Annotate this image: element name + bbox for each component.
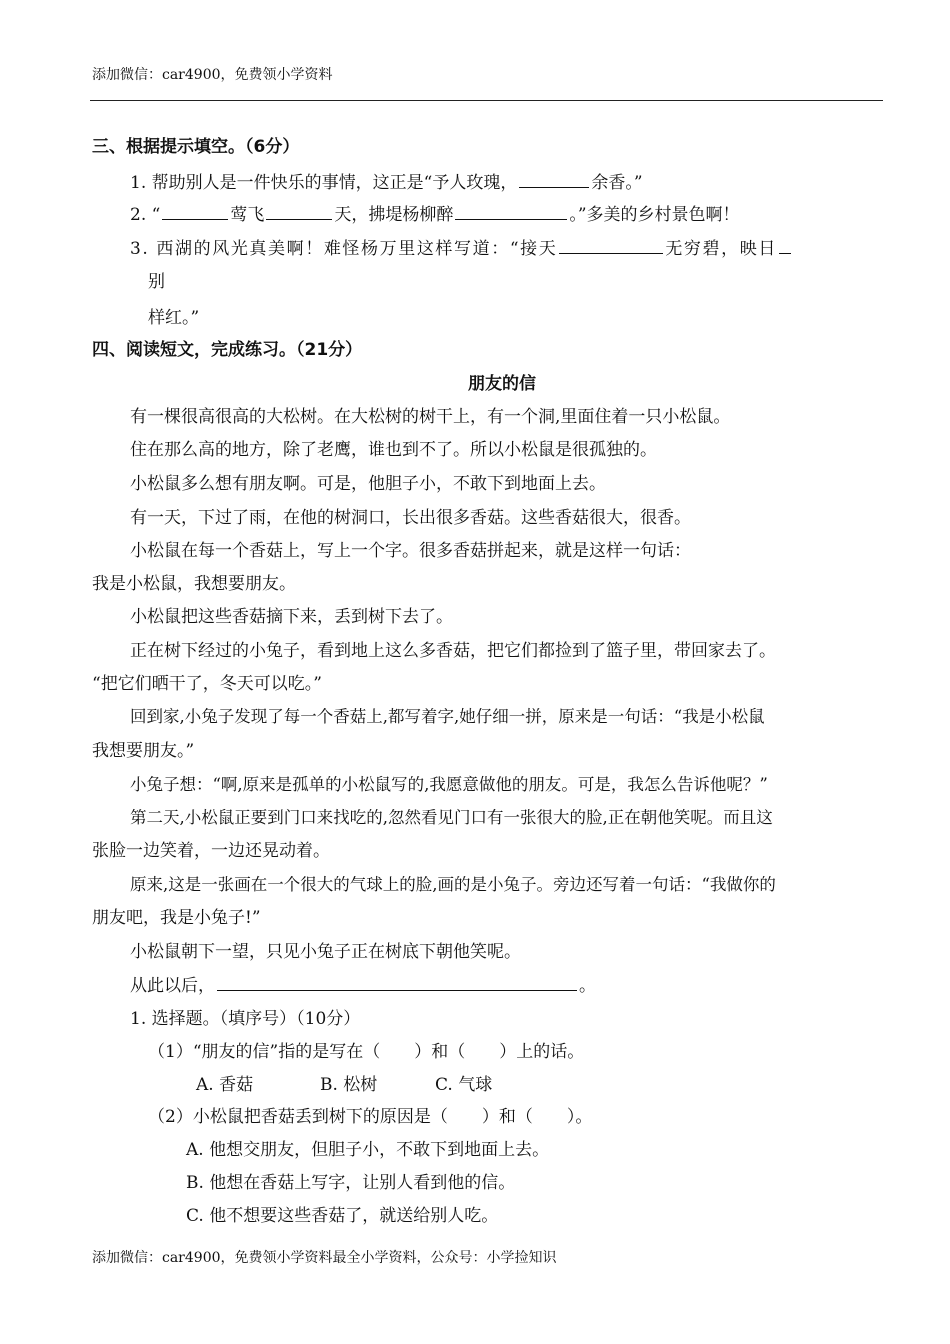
choice-question-1: （1）“朋友的信”指的是写在（ ）和（ ）上的话。 (148, 1042, 585, 1062)
paragraph: 我是小松鼠，我想要朋友。 (92, 574, 296, 594)
answer-blank[interactable] (217, 974, 577, 991)
paragraph: 小松鼠把这些香菇摘下来，丢到树下去了。 (130, 607, 453, 627)
answer-blank[interactable] (455, 203, 567, 220)
q2-text-b: 莺飞 (230, 205, 265, 225)
paragraph: 小松鼠多么想有朋友啊。可是，他胆子小，不敢下到地面上去。 (130, 474, 606, 494)
option-c[interactable]: C. 气球 (435, 1075, 493, 1095)
q2-text-d: 。”多美的乡村景色啊！ (569, 205, 740, 225)
paragraph: 回到家,小兔子发现了每一个香菇上,都写着字,她仔细一拼，原来是一句话：“我是小松鼠 (130, 707, 765, 726)
paragraph: 从此以后， (130, 976, 215, 996)
q2-text-c: 天，拂堤杨柳醉 (334, 205, 454, 225)
option-a[interactable]: A. 香菇 (196, 1075, 254, 1095)
header-divider (90, 100, 883, 101)
paragraph-with-blank (130, 974, 596, 997)
page-footer: 添加微信：car4900，免费领小学资料最全小学资料，公众号：小学捡知识 (92, 1250, 557, 1266)
paragraph: 有一天，下过了雨，在他的树洞口，长出很多香菇。这些香菇很大，很香。 (130, 508, 691, 528)
q3-text-c: 别 (148, 272, 165, 292)
q3-text-d: 样红。” (148, 308, 200, 328)
option-b[interactable]: B. 松树 (320, 1075, 378, 1095)
fill-question-2 (130, 203, 740, 226)
paragraph: 住在那么高的地方，除了老鹰，谁也到不了。所以小松鼠是很孤独的。 (130, 440, 657, 460)
choice-question-2: （2）小松鼠把香菇丢到树下的原因是（ ）和（ ）。 (148, 1107, 593, 1127)
paragraph: 小松鼠朝下一望，只见小兔子正在树底下朝他笑呢。 (130, 942, 521, 962)
paragraph: 朋友吧，我是小兔子!” (92, 908, 261, 928)
option-c[interactable]: C. 他不想要这些香菇了，就送给别人吃。 (186, 1206, 499, 1226)
paragraph: 小兔子想：“啊,原来是孤单的小松鼠写的,我愿意做他的朋友。可是，我怎么告诉他呢？” (130, 775, 768, 794)
q1-text: 1. 帮助别人是一件快乐的事情，这正是“予人玫瑰， (130, 173, 518, 193)
answer-blank[interactable] (162, 203, 228, 220)
q1-text-end: 余香。” (591, 173, 643, 193)
answer-blank[interactable] (559, 237, 663, 254)
answer-blank[interactable] (779, 237, 791, 254)
end-period: 。 (579, 976, 596, 996)
paragraph: 原来,这是一张画在一个很大的气球上的脸,画的是小兔子。旁边还写着一句话：“我做你的 (130, 875, 776, 894)
paragraph: 第二天,小松鼠正要到门口来找吃的,忽然看见门口有一张很大的脸,正在朝他笑呢。而且这 (130, 808, 773, 827)
paragraph: “把它们晒干了，冬天可以吃。” (92, 674, 322, 694)
page-header: 添加微信：car4900，免费领小学资料 (92, 67, 333, 83)
paragraph: 张脸一边笑着，一边还晃动着。 (92, 841, 330, 861)
paragraph: 有一棵很高很高的大松树。在大松树的树干上，有一个洞,里面住着一只小松鼠。 (130, 407, 731, 427)
option-b[interactable]: B. 他想在香菇上写字，让别人看到他的信。 (186, 1173, 516, 1193)
paragraph: 正在树下经过的小兔子，看到地上这么多香菇，把它们都捡到了篮子里，带回家去了。 (130, 641, 776, 661)
paragraph: 我想要朋友。” (92, 741, 195, 761)
story-title: 朋友的信 (468, 374, 536, 394)
fill-question-3 (130, 237, 793, 260)
answer-blank[interactable] (266, 203, 332, 220)
section-3-heading: 三、根据提示填空。（6分） (92, 137, 300, 157)
q3-text-b: 无穷碧，映日 (665, 239, 777, 259)
section-4-heading: 四、阅读短文，完成练习。（21分） (92, 340, 363, 360)
paragraph: 小松鼠在每一个香菇上，写上一个字。很多香菇拼起来，就是这样一句话： (130, 541, 691, 561)
choice-heading: 1. 选择题。（填序号）（10分） (130, 1009, 361, 1029)
q3-text-a: 3. 西湖的风光真美啊！难怪杨万里这样写道：“接天 (130, 239, 558, 259)
option-a[interactable]: A. 他想交朋友，但胆子小，不敢下到地面上去。 (186, 1140, 550, 1160)
q2-text-a: 2. “ (130, 205, 161, 225)
fill-question-1 (130, 171, 643, 194)
answer-blank[interactable] (519, 171, 589, 188)
